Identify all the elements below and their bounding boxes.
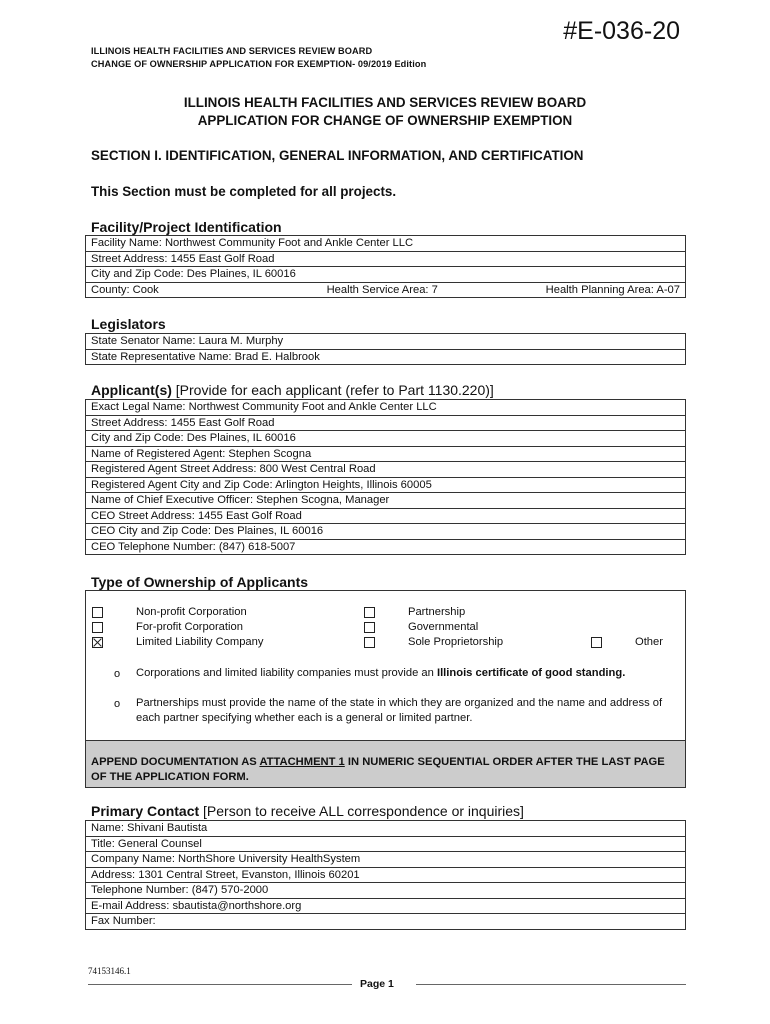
contact-name-field[interactable]: Name: Shivani Bautista [86,821,686,837]
state-senator-field[interactable]: State Senator Name: Laura M. Murphy [86,334,686,350]
section-note: This Section must be completed for all projects. [91,184,397,199]
partnership-checkbox[interactable] [364,607,375,618]
facility-heading: Facility/Project Identification [91,219,282,235]
applicants-heading-label: Applicant(s) [91,382,172,398]
applicant-city-field[interactable]: City and Zip Code: Des Plaines, IL 60016 [86,431,686,447]
partnership-requirement-text: Partnerships must provide the name of the state in which they are organized and the name and address of each partner specifying whether each is a general or limited partner. [136,697,663,724]
append-lead: APPEND DOCUMENTATION AS [91,756,260,768]
running-header-line-1: ILLINOIS HEALTH FACILITIES AND SERVICES REVIEW BOARD [91,46,373,56]
bullet-marker: o [114,668,121,680]
governmental-label: Governmental [408,621,479,633]
append-documentation-notice [86,740,685,787]
llc-checkbox[interactable] [92,637,103,648]
contact-telephone-field[interactable]: Telephone Number: (847) 570-2000 [86,883,686,899]
attachment-1-reference: ATTACHMENT 1 [259,756,345,768]
facility-table [85,235,686,298]
page-title-line-1: ILLINOIS HEALTH FACILITIES AND SERVICES REVIEW BOARD [183,95,587,110]
legislators-heading: Legislators [91,316,166,332]
page-number: Page 1 [360,978,394,990]
contact-email-field[interactable]: E-mail Address: sbautista@northshore.org [86,898,686,914]
ownership-box [85,590,686,788]
corporation-requirement-text [136,666,676,681]
partnership-label: Partnership [408,606,466,618]
contact-address-field[interactable]: Address: 1301 Central Street, Evanston, Illinois 60201 [86,867,686,883]
health-planning-area-field[interactable]: Health Planning Area: A-07 [545,283,680,296]
applicants-heading-note: [Provide for each applicant (refer to Part 1130.220)] [175,382,494,398]
state-representative-field[interactable]: State Representative Name: Brad E. Halbrook [86,349,686,365]
registered-agent-field[interactable]: Name of Registered Agent: Stephen Scogna [86,446,686,462]
sole-proprietorship-checkbox[interactable] [364,637,375,648]
append-trail: IN NUMERIC SEQUENTIAL ORDER AFTER THE LAST PAGE OF THE APPLICATION FORM. [91,756,665,783]
page-title-line-2: APPLICATION FOR CHANGE OF OWNERSHIP EXEMPTION [197,113,573,128]
governmental-checkbox[interactable] [364,622,375,633]
applicants-heading [91,382,494,398]
applicant-legal-name-field[interactable]: Exact Legal Name: Northwest Community Foot and Ankle Center LLC [86,400,686,416]
primary-contact-heading-note: [Person to receive ALL correspondence or inquiries] [203,803,524,819]
forprofit-checkbox[interactable] [92,622,103,633]
facility-name-field[interactable]: Facility Name: Northwest Community Foot and Ankle Center LLC [86,236,686,252]
document-number: #E-036-20 [563,17,680,45]
other-checkbox[interactable] [591,637,602,648]
certificate-of-good-standing: Illinois certificate of good standing. [436,667,626,679]
contact-title-field[interactable]: Title: General Counsel [86,836,686,852]
nonprofit-label: Non-profit Corporation [136,606,247,618]
primary-contact-heading [91,803,524,819]
corporation-requirement-lead: Corporations and limited liability companies must provide an [136,667,437,679]
footer-rule-left [88,984,352,985]
bullet-marker: o [114,698,121,710]
applicants-table [85,399,686,555]
contact-fax-field[interactable]: Fax Number: [86,914,686,930]
running-header-line-2: CHANGE OF OWNERSHIP APPLICATION FOR EXEMPTION- 09/2019 Edition [91,59,427,69]
agent-street-field[interactable]: Registered Agent Street Address: 800 West Central Road [86,462,686,478]
contact-company-field[interactable]: Company Name: NorthShore University HealthSystem [86,852,686,868]
applicant-street-field[interactable]: Street Address: 1455 East Golf Road [86,415,686,431]
ceo-telephone-field[interactable]: CEO Telephone Number: (847) 618-5007 [86,539,686,555]
nonprofit-checkbox[interactable] [92,607,103,618]
ceo-city-field[interactable]: CEO City and Zip Code: Des Plaines, IL 60016 [86,524,686,540]
primary-contact-heading-label: Primary Contact [91,803,200,819]
ceo-name-field[interactable]: Name of Chief Executive Officer: Stephen Scogna, Manager [86,493,686,509]
footer-document-id: 74153146.1 [88,966,131,976]
health-service-area-field[interactable]: Health Service Area: 7 [326,283,438,296]
section-title: SECTION I. IDENTIFICATION, GENERAL INFORMATION, AND CERTIFICATION [91,148,584,163]
facility-county-row [86,282,686,298]
sole-proprietorship-label: Sole Proprietorship [408,636,504,648]
ownership-heading: Type of Ownership of Applicants [91,574,309,590]
facility-city-field[interactable]: City and Zip Code: Des Plaines, IL 60016 [86,267,686,283]
primary-contact-table [85,820,686,930]
other-label: Other [635,636,663,648]
ceo-street-field[interactable]: CEO Street Address: 1455 East Golf Road [86,508,686,524]
legislators-table [85,333,686,365]
agent-city-field[interactable]: Registered Agent City and Zip Code: Arlington Heights, Illinois 60005 [86,477,686,493]
facility-street-field[interactable]: Street Address: 1455 East Golf Road [86,251,686,267]
footer-rule-right [416,984,686,985]
forprofit-label: For-profit Corporation [136,621,243,633]
llc-label: Limited Liability Company [136,636,264,648]
county-field[interactable]: County: Cook [91,283,159,296]
